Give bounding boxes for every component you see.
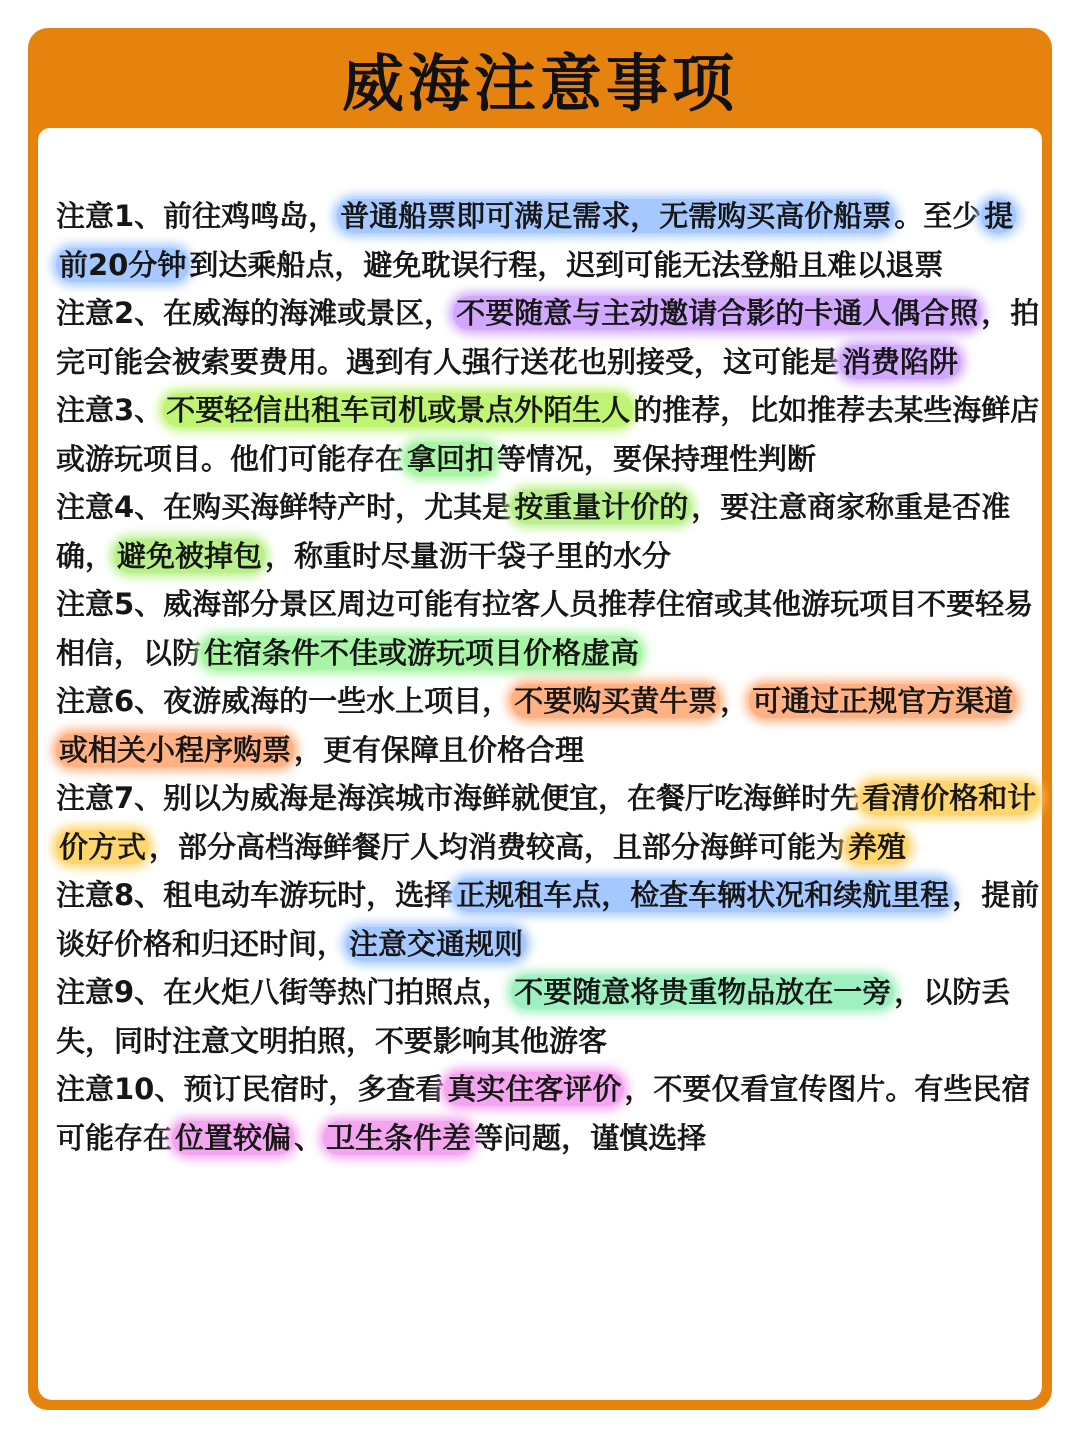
highlight: 普通船票即可满足需求，无需购买高价船票 bbox=[337, 199, 894, 233]
highlight: 养殖 bbox=[845, 830, 909, 864]
note-3: 注意3、 不要轻信出租车司机或景点外陌生人 的推荐，比如推荐去某些海鲜店或游玩项目。他们可能存在 拿回扣 等情况，要保持理性判断 bbox=[56, 393, 1040, 476]
highlight: 看清价格和计价方式 bbox=[56, 781, 1039, 864]
highlight: 不要随意与主动邀请合影的卡通人偶合照 bbox=[453, 296, 981, 330]
highlight: 可通过正规官方渠道或相关小程序购票 bbox=[56, 684, 1016, 767]
notes-list bbox=[56, 192, 1041, 1162]
highlight: 按重量计价的 bbox=[511, 490, 691, 524]
note-7: 注意7、别以为威海是海滨城市海鲜就便宜，在餐厅吃海鲜时先 看清价格和计价方式 ，部分高档海鲜餐厅人均消费较高，且部分海鲜可能为 养殖 bbox=[56, 774, 1041, 871]
notice-card bbox=[28, 28, 1052, 1410]
highlight: 住宿条件不佳或游玩项目价格虚高 bbox=[201, 636, 642, 670]
highlight: 正规租车点，检查车辆状况和续航里程 bbox=[453, 878, 952, 912]
note-6: 注意6、夜游威海的一些水上项目， 不要购买黄牛票 ， 可通过正规官方渠道或相关小程序购票 ，更有保障且价格合理 bbox=[56, 677, 1041, 774]
note-5: 注意5、威海部分景区周边可能有拉客人员推荐住宿或其他游玩项目不要轻易相信，以防 住宿条件不佳或游玩项目价格虚高 bbox=[56, 587, 1034, 670]
note-10: 注意10、预订民宿时，多查看 真实住客评价 ，不要仅看宣传图片。有些民宿可能存在 位置较偏 、 卫生条件差 等问题，谨慎选择 bbox=[56, 1072, 1031, 1155]
highlight: 卫生条件差 bbox=[323, 1121, 474, 1155]
highlight: 不要轻信出租车司机或景点外陌生人 bbox=[163, 393, 633, 427]
note-9: 注意9、在火炬八街等热门拍照点， 不要随意将贵重物品放在一旁 ，以防丢失，同时注意文明拍照，不要影响其他游客 bbox=[56, 975, 1011, 1058]
note-8: 注意8、租电动车游玩时，选择 正规租车点，检查车辆状况和续航里程 ，提前谈好价格和归还时间， 注意交通规则 bbox=[56, 878, 1040, 961]
highlight: 位置较偏 bbox=[172, 1121, 294, 1155]
highlight: 提前20分钟 bbox=[56, 199, 1016, 282]
highlight: 注意交通规则 bbox=[346, 927, 526, 961]
note-4: 注意4、在购买海鲜特产时，尤其是 按重量计价的 ，要注意商家称重是否准确， 避免被掉包 ，称重时尽量沥干袋子里的水分 bbox=[56, 490, 1011, 573]
content-panel bbox=[38, 128, 1042, 1400]
highlight: 避免被掉包 bbox=[114, 539, 265, 573]
highlight: 不要随意将贵重物品放在一旁 bbox=[511, 975, 894, 1009]
highlight: 真实住客评价 bbox=[444, 1072, 624, 1106]
note-1: 注意1、前往鸡鸣岛， 普通船票即可满足需求，无需购买高价船票 。至少 提前20分钟 到达乘船点，避免耽误行程，迟到可能无法登船且难以退票 bbox=[56, 192, 1041, 289]
note-2: 注意2、在威海的海滩或景区， 不要随意与主动邀请合影的卡通人偶合照 ，拍完可能会被索要费用。遇到有人强行送花也别接受，这可能是 消费陷阱 bbox=[56, 296, 1040, 379]
highlight: 不要购买黄牛票 bbox=[511, 684, 720, 718]
page-title: 威海注意事项 bbox=[341, 46, 738, 120]
highlight: 拿回扣 bbox=[404, 442, 497, 476]
highlight: 消费陷阱 bbox=[839, 345, 961, 379]
